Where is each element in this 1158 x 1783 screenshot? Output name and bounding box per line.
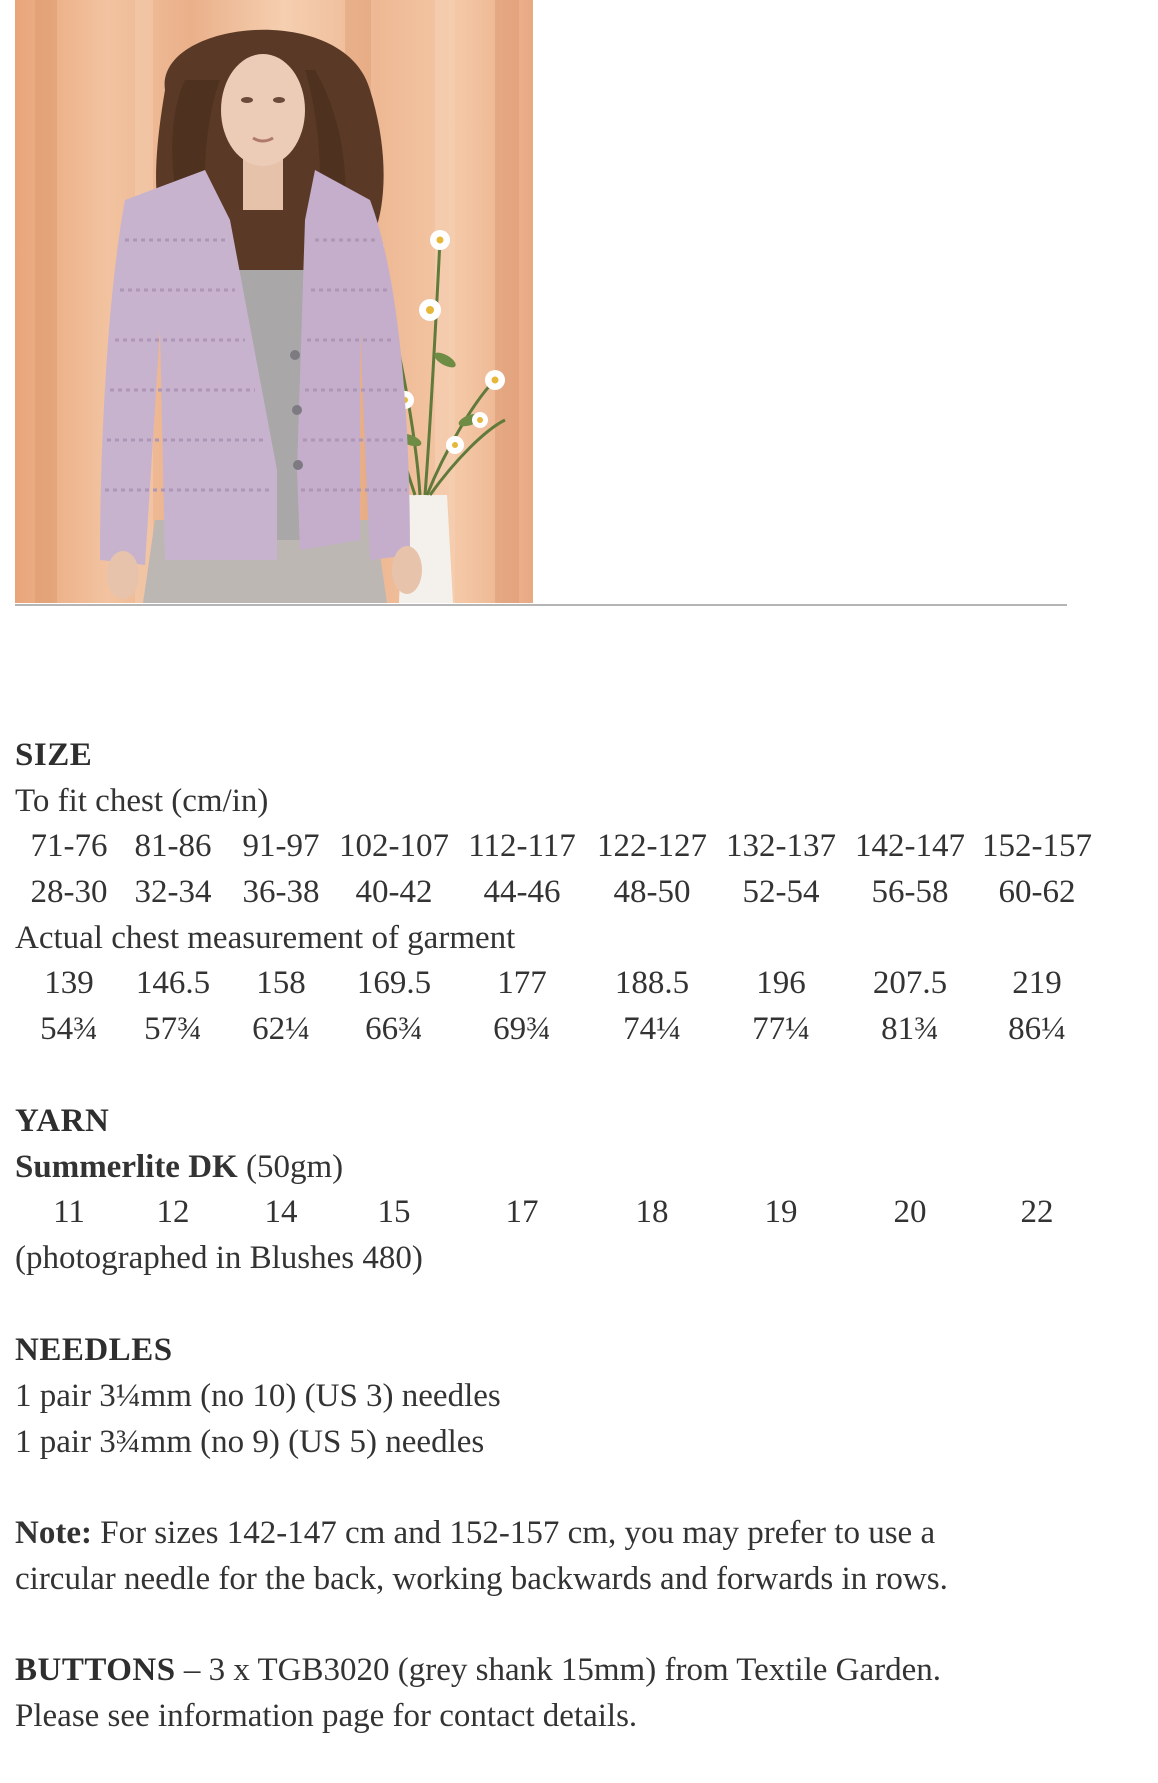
size-cell: 40-42: [355, 874, 433, 910]
fit-in-row: [0, 872, 1158, 912]
measurement-cell: 196: [756, 965, 806, 1001]
buttons-line-2: Please see information page for contact details.: [15, 1698, 638, 1734]
size-cell: 112-117: [468, 828, 576, 864]
buttons-text: – 3 x TGB3020 (grey shank 15mm) from Textile Garden.: [183, 1652, 942, 1688]
buttons-line-1: [15, 1650, 941, 1690]
note-label: Note:: [15, 1515, 92, 1551]
yarn-heading: YARN: [15, 1103, 110, 1139]
measurement-cell: 77¼: [752, 1011, 810, 1047]
size-heading: SIZE: [15, 737, 93, 773]
quantity-cell: 15: [377, 1194, 411, 1230]
needle-item: 1 pair 3¾mm (no 9) (US 5) needles: [15, 1424, 485, 1460]
quantity-cell: 22: [1020, 1194, 1054, 1230]
yarn-weight: (50gm): [245, 1149, 344, 1185]
measurement-cell: 66¾: [365, 1011, 423, 1047]
actual-cm-row: [0, 963, 1158, 1003]
size-cell: 32-34: [134, 874, 212, 910]
divider-rule: [15, 604, 1067, 606]
yarn-photographed: (photographed in Blushes 480): [15, 1240, 423, 1276]
measurement-cell: 146.5: [135, 965, 211, 1001]
fit-chest-label: To fit chest (cm/in): [15, 783, 269, 819]
size-cell: 44-46: [483, 874, 561, 910]
size-cell: 102-107: [339, 828, 449, 864]
quantity-cell: 12: [156, 1194, 190, 1230]
measurement-cell: 69¾: [493, 1011, 551, 1047]
buttons-label: BUTTONS: [15, 1652, 176, 1688]
note-line-2: circular needle for the back, working backwards and forwards in rows.: [15, 1561, 948, 1597]
yarn-name: Summerlite DK: [15, 1149, 238, 1185]
size-cell: 56-58: [871, 874, 949, 910]
size-cell: 60-62: [998, 874, 1076, 910]
quantity-cell: 20: [893, 1194, 927, 1230]
measurement-cell: 57¾: [144, 1011, 202, 1047]
needles-heading: NEEDLES: [15, 1332, 173, 1368]
quantity-cell: 18: [635, 1194, 669, 1230]
size-cell: 28-30: [30, 874, 108, 910]
measurement-cell: 62¼: [252, 1011, 310, 1047]
measurement-cell: 74¼: [623, 1011, 681, 1047]
size-cell: 48-50: [613, 874, 691, 910]
measurement-cell: 81¾: [881, 1011, 939, 1047]
size-cell: 36-38: [242, 874, 320, 910]
measurement-cell: 158: [256, 965, 306, 1001]
size-cell: 132-137: [726, 828, 836, 864]
size-cell: 52-54: [742, 874, 820, 910]
quantity-cell: 11: [53, 1194, 85, 1230]
size-cell: 142-147: [855, 828, 965, 864]
size-cell: 71-76: [30, 828, 108, 864]
actual-chest-label: Actual chest measurement of garment: [15, 920, 516, 956]
measurement-cell: 86¼: [1008, 1011, 1066, 1047]
quantity-cell: 17: [505, 1194, 539, 1230]
measurement-cell: 139: [44, 965, 94, 1001]
measurement-cell: 177: [497, 965, 547, 1001]
pattern-photo: [15, 0, 533, 603]
size-cell: 91-97: [242, 828, 320, 864]
fit-cm-row: [0, 826, 1158, 866]
needle-item: 1 pair 3¼mm (no 10) (US 3) needles: [15, 1378, 501, 1414]
measurement-cell: 54¾: [40, 1011, 98, 1047]
yarn-quantity-row: [0, 1192, 1158, 1232]
measurement-cell: 207.5: [872, 965, 948, 1001]
quantity-cell: 14: [264, 1194, 298, 1230]
measurement-cell: 169.5: [356, 965, 432, 1001]
note-text: For sizes 142-147 cm and 152-157 cm, you may prefer to use a: [100, 1515, 936, 1551]
size-cell: 152-157: [982, 828, 1092, 864]
measurement-cell: 188.5: [614, 965, 690, 1001]
yarn-line: [15, 1147, 343, 1187]
quantity-cell: 19: [764, 1194, 798, 1230]
note-line-1: [15, 1513, 935, 1553]
size-cell: 122-127: [597, 828, 707, 864]
actual-in-row: [0, 1009, 1158, 1049]
measurement-cell: 219: [1012, 965, 1062, 1001]
size-cell: 81-86: [134, 828, 212, 864]
